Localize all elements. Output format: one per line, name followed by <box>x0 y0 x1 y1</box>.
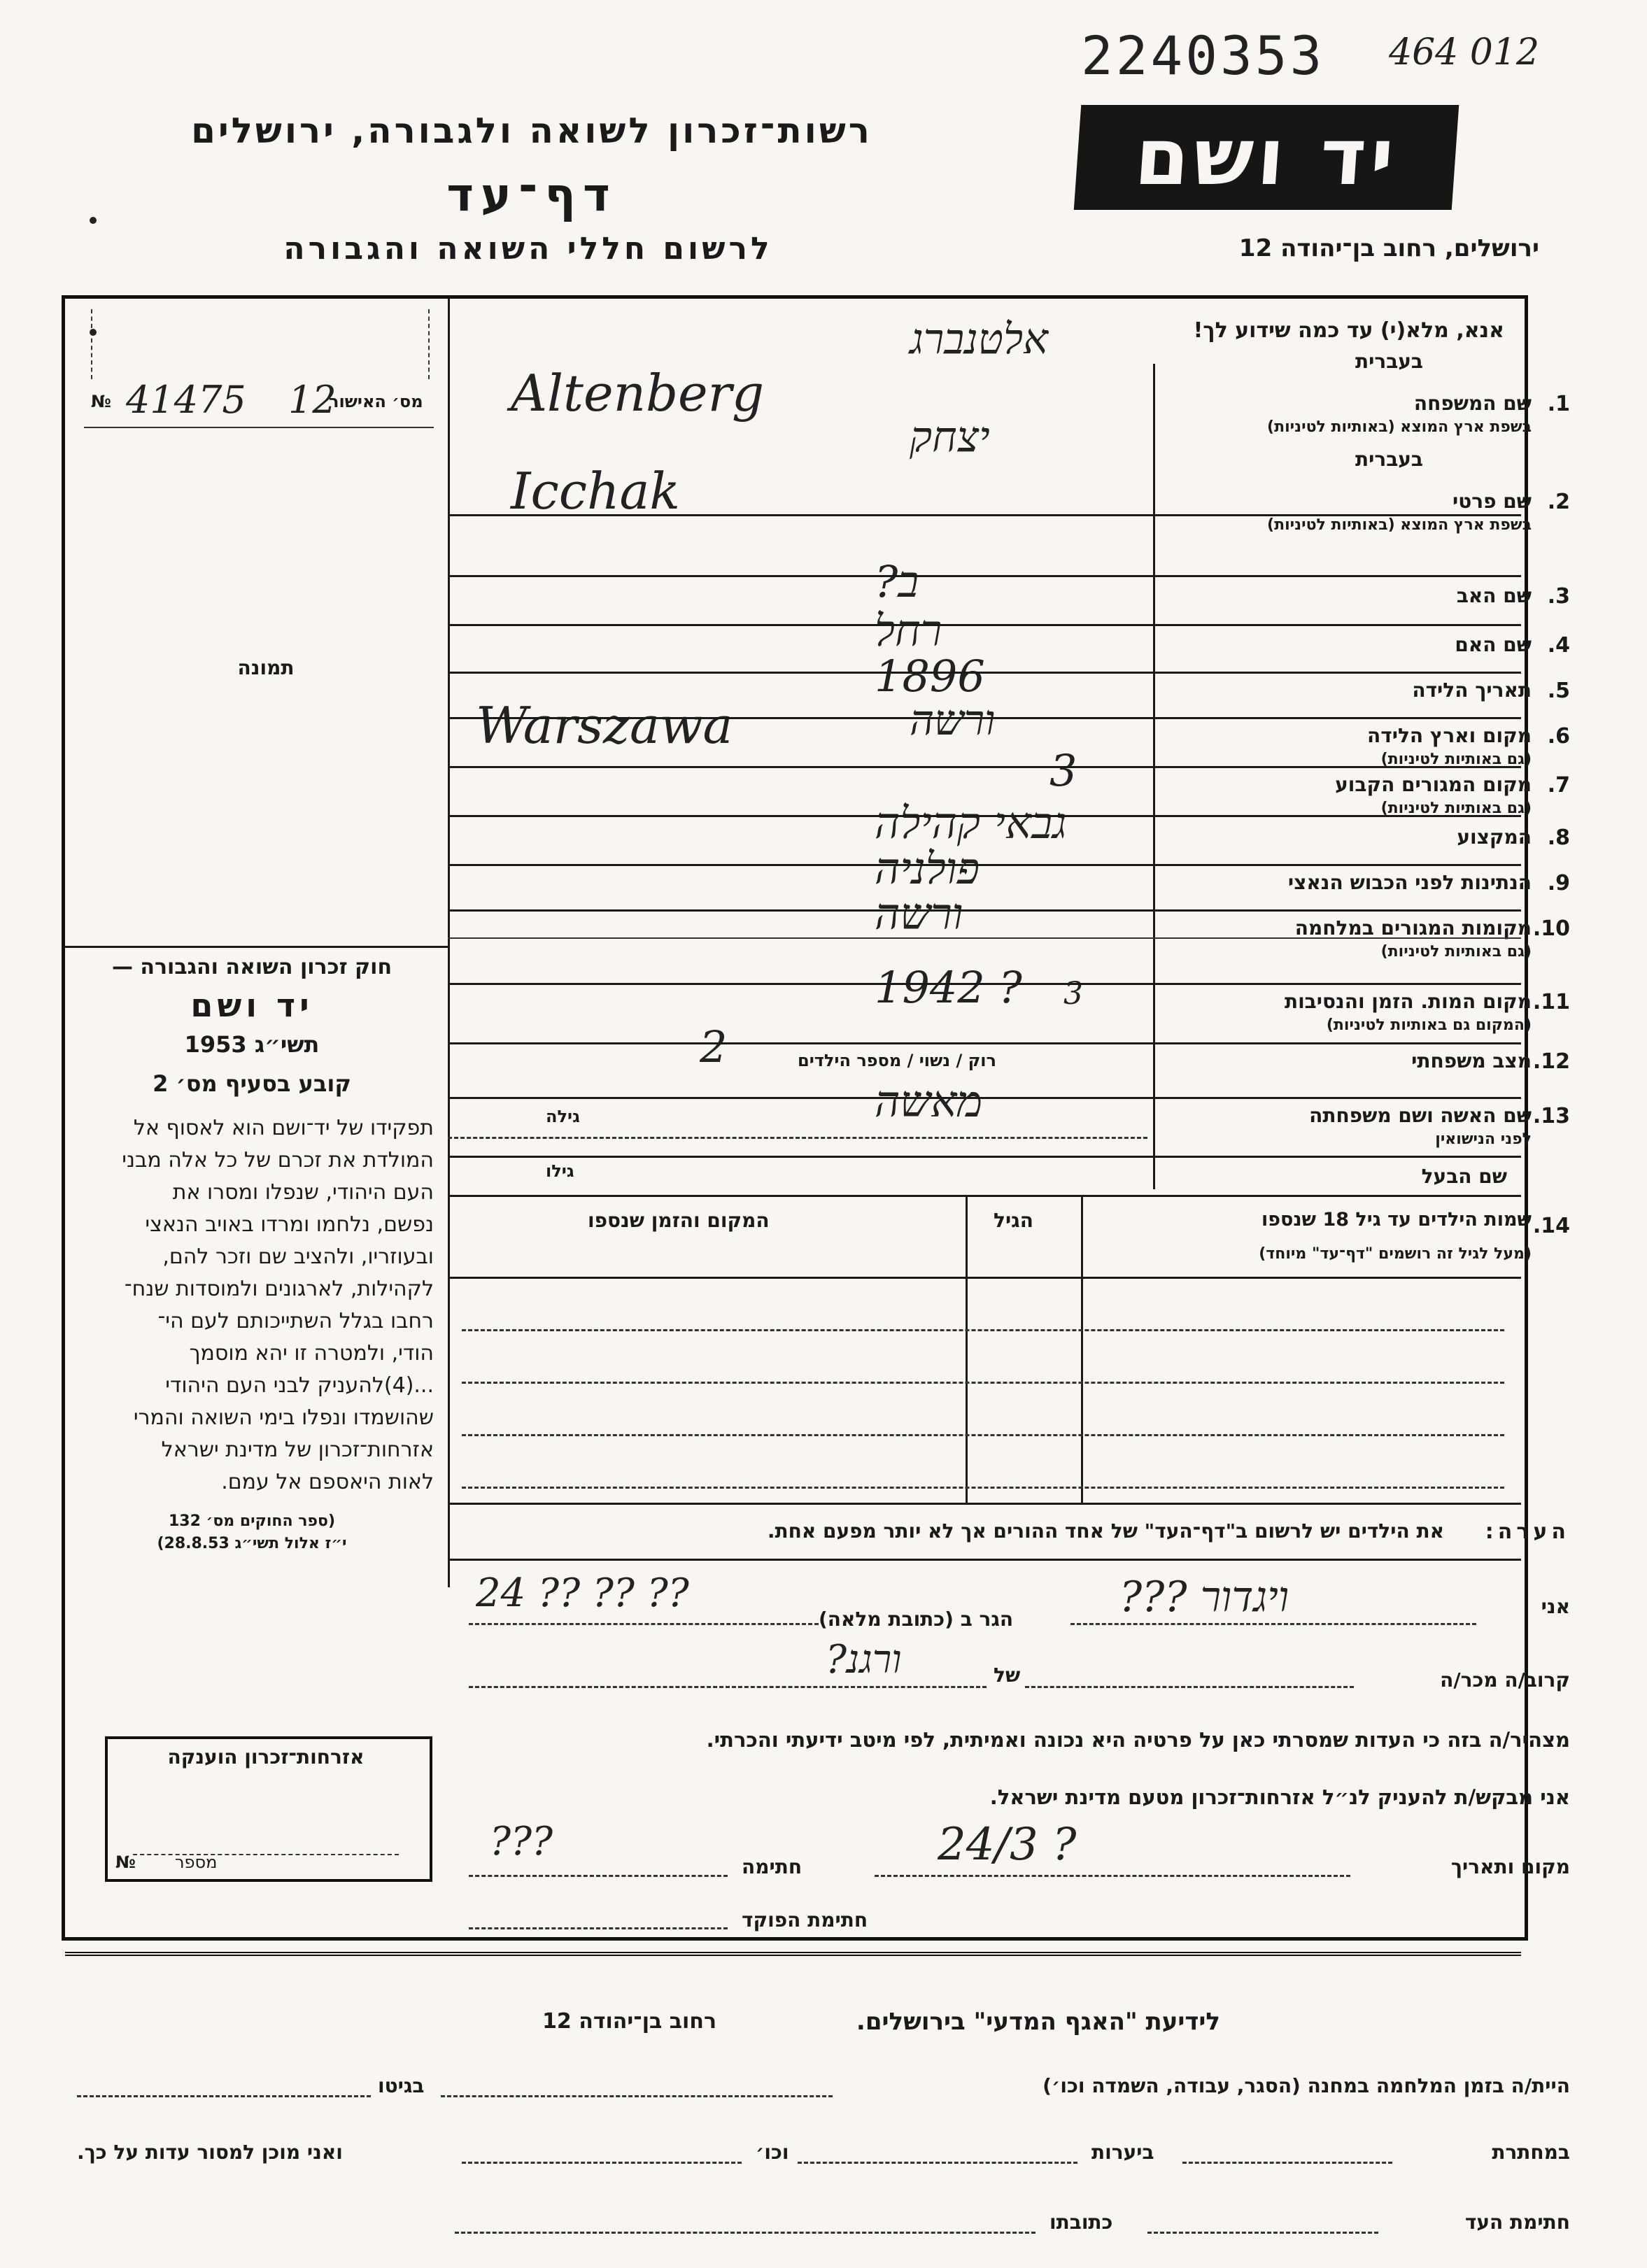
resides-label: הגר ב (כתובת מלאה) <box>819 1608 1014 1631</box>
serial-label: מס׳ האישור <box>329 392 423 411</box>
law-text-line: המולדת את זכרם של כל אלה מבני <box>122 1148 434 1172</box>
footer-underground-label: במחתרת <box>1492 2141 1570 2164</box>
field-value: רחל <box>875 605 942 656</box>
left-margin-dot <box>90 329 97 336</box>
field-number: 12. <box>1532 1049 1570 1074</box>
law-text <box>73 1112 434 1498</box>
age-label-wife: גילה <box>546 1107 580 1126</box>
serial-value-2: 12 <box>288 378 337 422</box>
field-number: 1. <box>1547 392 1570 416</box>
declaration-text: מצהיר/ה בזה כי העדות שמסרתי כאן על פרטיה היא נכונה ואמיתית, לפי מיטב ידיעתי והכרתי. <box>706 1728 1570 1752</box>
citizenship-number-label: מספר <box>175 1852 218 1872</box>
serial-no-label: № <box>91 392 111 411</box>
form-subtitle: לרשום חללי השואה והגבורה <box>283 231 773 267</box>
children-col-age: הגיל <box>994 1209 1033 1232</box>
place-date-value: 24/3 ? <box>938 1819 1077 1871</box>
note-text: את הילדים יש לרשום ב"דף־העד" של אחד ההורים אך לא יותר מפעם אחת. <box>767 1519 1444 1543</box>
signature-label: חתימה <box>742 1855 803 1878</box>
law-name: יד ושם <box>190 986 313 1024</box>
law-reference-1: (ספר החוקים מס׳ 132 <box>168 1512 336 1530</box>
field-label: שם האב <box>1456 584 1532 607</box>
footer-camp-label: היית/ה בזמן המלחמה במחנה (הסגר, עבודה, השמדה וכו׳) <box>1042 2074 1570 2097</box>
authority-name: רשות־זכרון לשואה ולגבורה, ירושלים <box>191 111 872 151</box>
field-sublabel: לפני הנישואין <box>1435 1131 1532 1148</box>
footer-address: רחוב בן־יהודה 12 <box>542 2009 716 2034</box>
husband-age-label: גילו <box>546 1161 574 1181</box>
field-label: מקום המות. הזמן והנסיבות <box>1284 990 1532 1013</box>
field-value-latin: Warszawa <box>476 696 733 755</box>
request-text: אני מבקש/ת להעניק לנ״ל אזרחות־זכרון מטעם מדינת ישראל. <box>989 1785 1570 1809</box>
field-label: מקומות המגורים במלחמה <box>1294 916 1532 940</box>
footer-etc-label: וכו׳ <box>756 2141 789 2164</box>
photo-label: תמונה <box>237 656 295 679</box>
serial-box <box>91 309 430 379</box>
field-sublabel: (המקום גם באותיות לטיניות) <box>1326 1016 1532 1034</box>
field-number: 8. <box>1547 825 1570 850</box>
law-section: קובע בסעיף מס׳ 2 <box>153 1070 351 1097</box>
field-label: שם האם <box>1455 633 1532 656</box>
field-label: מקום וארץ הלידה <box>1367 724 1532 747</box>
law-year: תשי״ג 1953 <box>184 1031 320 1058</box>
field-value-latin: Icchak <box>511 462 681 520</box>
law-text-line: אזרחות־זכרון של מדינת ישראל <box>161 1438 434 1462</box>
relation-label: קרוב/ה מכר/ה <box>1440 1668 1570 1692</box>
law-text-line: רחבו בגלל השתייכותם לעם הי־ <box>157 1309 434 1333</box>
corner-note: 464 012 <box>1389 31 1540 73</box>
field-number: 7. <box>1547 773 1570 798</box>
children-label: שמות הילדים עד גיל 18 שנספו <box>1261 1209 1532 1231</box>
law-text-line: העם היהודי, שנפלו ומסרו את <box>172 1180 434 1205</box>
law-reference-2: י״ז אלול תשי״ג 28.8.53) <box>157 1535 347 1552</box>
field-number: 9. <box>1547 871 1570 895</box>
field-number: 11. <box>1532 990 1570 1014</box>
intro-text: אנא, מלא(י) עד כמה שידוע לך! <box>1193 318 1504 343</box>
field-hebrew-label: בעברית <box>1355 350 1423 373</box>
field-label: שם פרטי <box>1452 490 1532 513</box>
declarant-address: 24 ?? ?? ?? <box>476 1571 689 1616</box>
law-text-line: לאות היאספם אל עמם. <box>221 1470 434 1494</box>
field-value: 1942 ? <box>875 962 1022 1013</box>
field-number: 2. <box>1547 490 1570 514</box>
field-value-hebrew: יצחק <box>910 413 990 462</box>
logo-text: יד ושם <box>1131 112 1401 203</box>
officer-signature-label: חתימת הפוקד <box>742 1908 868 1932</box>
field-number: 3. <box>1547 584 1570 609</box>
field-number: 6. <box>1547 724 1570 749</box>
yad-vashem-logo <box>1074 105 1459 210</box>
marital-status-options: רוק / נשוי / מספר הילדים <box>798 1051 996 1070</box>
law-text-line: הודי, ולמטרה זו יהא מוסמך <box>189 1341 434 1366</box>
field-number: 13. <box>1532 1104 1570 1128</box>
children-col-place: המקום והזמן שנספו <box>588 1209 770 1232</box>
field-number: 10. <box>1532 916 1570 941</box>
field-label: המקצוע <box>1457 825 1532 849</box>
footer-title: לידיעת "האגף המדעי" בירושלים. <box>856 2008 1220 2036</box>
field-value: פולניה <box>875 843 980 894</box>
field-value: 2 <box>700 1021 728 1072</box>
husband-label: שם הבעל <box>1421 1165 1507 1188</box>
field-value: ב? <box>875 556 919 607</box>
serial-value: 41475 <box>126 378 246 422</box>
footer-forests-label: ביערות <box>1091 2141 1154 2164</box>
declarant-i-label: אני <box>1541 1595 1570 1618</box>
law-text-line: תפקידו של יד־ושם הוא לאסוף אל <box>133 1116 434 1140</box>
field-value-latin: Altenberg <box>511 364 765 423</box>
field-label: מקום המגורים הקבוע <box>1335 773 1532 796</box>
of-label: של <box>994 1664 1021 1687</box>
footer-testimony-label: ואני מוכן למסור עדות על כך. <box>77 2141 343 2164</box>
field-value-2: 3 <box>1063 976 1083 1012</box>
field-value: 3 <box>1049 745 1077 796</box>
children-num: 14. <box>1532 1214 1570 1238</box>
citizenship-no: № <box>115 1852 136 1872</box>
field-hebrew-label: בעברית <box>1355 448 1423 471</box>
left-margin-dot <box>90 217 97 224</box>
field-sublabel: בשפת ארץ המוצא (באותיות לטיניות) <box>1267 516 1532 534</box>
law-text-line: ...(4)להעניק לבני העם היהודי <box>165 1373 434 1398</box>
children-sub: (מעל לגיל זה רושמים "דף־עד" מיוחד) <box>1259 1245 1532 1263</box>
field-number: 4. <box>1547 633 1570 658</box>
field-value: גבאי קהילה <box>875 798 1067 849</box>
note-label: הערה: <box>1485 1519 1570 1544</box>
place-date-label: מקום ותאריך <box>1450 1855 1570 1878</box>
field-sublabel: (גם באותיות לטיניות) <box>1380 943 1532 961</box>
field-label: שם האשה ושם משפחתה <box>1309 1104 1532 1127</box>
declarant-name: ויגדור ??? <box>1119 1573 1289 1622</box>
header-address: ירושלים, רחוב בן־יהודה 12 <box>1238 234 1539 262</box>
citizenship-title: אזרחות־זכרון הוענקה <box>167 1745 365 1769</box>
field-label: מצב משפחתי <box>1411 1049 1532 1072</box>
doc-number: 2240353 <box>1081 24 1325 87</box>
form-title: דף־עד <box>446 168 617 222</box>
law-text-line: לקהילות, לארגונים ולמוסדות שנח־ <box>124 1277 434 1301</box>
field-value-hebrew: אלטנברג <box>910 315 1049 364</box>
field-sublabel: (גם באותיות לטיניות) <box>1380 800 1532 817</box>
signature-value: ??? <box>490 1819 553 1864</box>
field-label: תאריך הלידה <box>1412 679 1532 702</box>
field-label: הנתינות לפני הכבוש הנאצי <box>1287 871 1532 894</box>
footer-witness-address-label: כתובתו <box>1049 2211 1113 2234</box>
law-text-line: נפשם, נלחמו ומרדו באויב הנאצי <box>145 1212 434 1237</box>
law-title: חוק זכרון השואה והגבורה — <box>111 955 393 979</box>
field-value: ורשה <box>875 888 963 940</box>
field-value: 1896 <box>875 651 985 702</box>
footer-witness-signature-label: חתימת העד <box>1464 2211 1570 2234</box>
relation-value: ורגנ? <box>826 1637 902 1682</box>
law-text-line: שהושמדו ונפלו בימי השואה והמרי <box>133 1405 434 1430</box>
field-number: 5. <box>1547 679 1570 703</box>
law-text-line: ובעוזריו, ולהציב שם וזכר להם, <box>162 1245 434 1269</box>
field-sublabel: (גם באותיות לטיניות) <box>1380 751 1532 768</box>
field-sublabel: בשפת ארץ המוצא (באותיות לטיניות) <box>1267 418 1532 436</box>
field-value-hebrew: ורשה <box>910 696 996 745</box>
footer-ghetto-label: בגיטו <box>378 2074 425 2097</box>
field-label: שם המשפחה <box>1413 392 1532 415</box>
field-value: מאשה <box>875 1076 983 1127</box>
